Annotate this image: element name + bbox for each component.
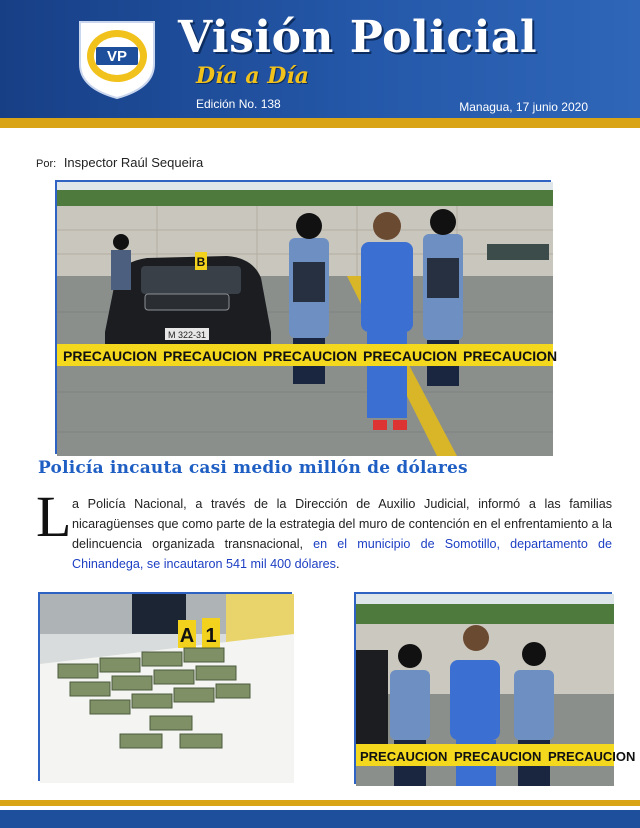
dateline: Managua, 17 junio 2020 (459, 100, 588, 114)
money-photo (38, 592, 292, 781)
masthead-white-stripe (0, 128, 640, 140)
byline-author: Inspector Raúl Sequeira (63, 155, 204, 170)
main-photo (55, 180, 558, 454)
tape-right-text-1: PRECAUCION (360, 749, 448, 764)
tape-text-2: PRECAUCION (163, 348, 258, 364)
publication-title: Visión Policial (178, 12, 538, 63)
vp-shield-logo (76, 14, 158, 100)
caution-tape (63, 348, 557, 364)
article-body-text: a Policía Nacional, a través de la Dirección de Auxilio Judicial, informó a las familias nicaragüenses que como parte de la estrategia del muro de contención en el enfrentamiento a la delincuencia organizada transnacional, (72, 497, 612, 551)
article-body-end: . (335, 557, 340, 571)
tape-text-4: PRECAUCION (363, 348, 458, 364)
footer-white-stripe (0, 806, 640, 810)
tape-text-1: PRECAUCION (63, 348, 158, 364)
caution-tape-right (360, 749, 635, 764)
tape-text-5: PRECAUCION (463, 348, 558, 364)
masthead (0, 0, 640, 140)
car-plate: M 322-31 (167, 330, 207, 340)
publication-subtitle: Día a Día (196, 63, 309, 89)
edition-number: Edición No. 138 (196, 97, 281, 111)
byline (36, 155, 203, 170)
article-dropcap: L (36, 484, 72, 549)
tape-right-text-3: PRECAUCION (548, 749, 636, 764)
article-body-highlight: en el municipio de Somotillo, departamento de Chinandega, se incautaron 541 mil 400 dólares (72, 537, 612, 571)
article-body (72, 494, 612, 574)
byline-label: Por: (36, 158, 57, 170)
tape-text-3: PRECAUCION (263, 348, 358, 364)
logo-text: VP (106, 48, 128, 65)
article-headline: Policía incauta casi medio millón de dólares (38, 458, 468, 478)
evidence-marker-a: A (179, 625, 195, 647)
detainee-photo (354, 592, 636, 784)
evidence-marker-b: B (196, 255, 206, 269)
footer-bar (0, 800, 640, 828)
masthead-gold-stripe (0, 118, 640, 128)
tape-right-text-2: PRECAUCION (454, 749, 542, 764)
evidence-marker-1: 1 (205, 625, 217, 647)
